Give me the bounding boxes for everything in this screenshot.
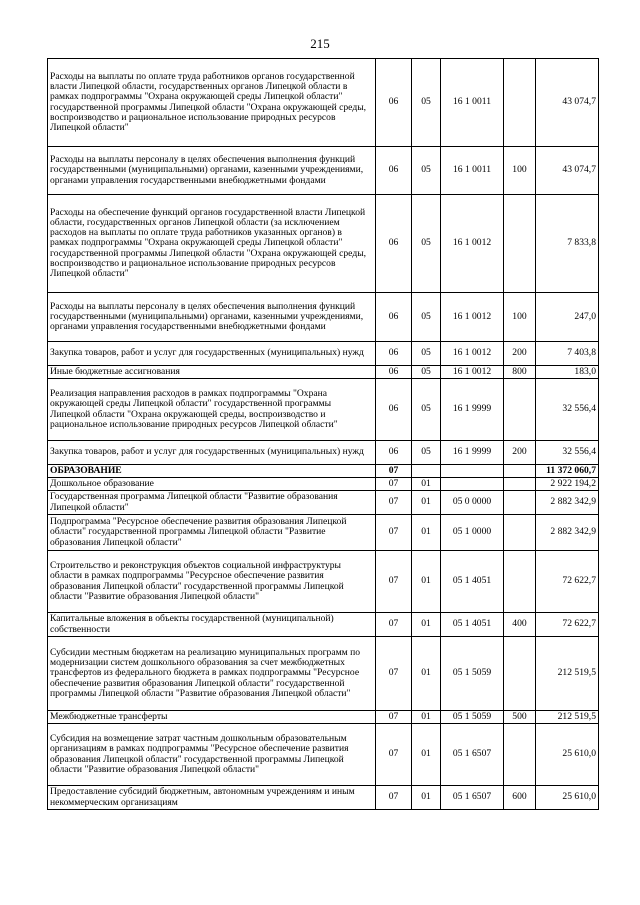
table-row	[48, 59, 599, 147]
table-row	[48, 147, 599, 195]
cell-amount: 2 882 342,9	[536, 515, 599, 551]
cell-expense-type: 600	[504, 786, 536, 810]
table-body	[48, 59, 599, 810]
cell-expense-type	[504, 379, 536, 441]
cell-name: Иные бюджетные ассигнования	[48, 366, 376, 379]
table-row	[48, 637, 599, 711]
cell-subsection: 05	[412, 366, 441, 379]
cell-amount: 43 074,7	[536, 59, 599, 147]
cell-subsection: 01	[412, 786, 441, 810]
cell-target-article: 05 1 5059	[441, 637, 504, 711]
cell-name: Дошкольное образование	[48, 478, 376, 491]
cell-target-article: 05 1 6507	[441, 724, 504, 786]
cell-expense-type	[504, 724, 536, 786]
cell-amount: 212 519,5	[536, 637, 599, 711]
cell-expense-type: 200	[504, 342, 536, 366]
cell-name: Закупка товаров, работ и услуг для государственных (муниципальных) нужд	[48, 342, 376, 366]
cell-amount: 32 556,4	[536, 441, 599, 465]
cell-expense-type: 100	[504, 147, 536, 195]
cell-amount: 7 833,8	[536, 195, 599, 293]
cell-amount: 72 622,7	[536, 551, 599, 613]
cell-expense-type: 500	[504, 711, 536, 724]
cell-name: ОБРАЗОВАНИЕ	[48, 465, 376, 478]
cell-subsection: 01	[412, 491, 441, 515]
table-row	[48, 724, 599, 786]
table-row	[48, 366, 599, 379]
cell-target-article	[441, 465, 504, 478]
cell-section: 07	[376, 613, 412, 637]
cell-target-article: 16 1 9999	[441, 379, 504, 441]
cell-section: 07	[376, 515, 412, 551]
cell-expense-type: 800	[504, 366, 536, 379]
cell-amount: 25 610,0	[536, 786, 599, 810]
cell-subsection: 01	[412, 637, 441, 711]
cell-expense-type	[504, 478, 536, 491]
cell-section: 06	[376, 379, 412, 441]
cell-target-article: 05 1 0000	[441, 515, 504, 551]
cell-target-article	[441, 478, 504, 491]
cell-subsection: 01	[412, 724, 441, 786]
cell-target-article: 16 1 0012	[441, 293, 504, 342]
cell-subsection: 01	[412, 613, 441, 637]
cell-expense-type	[504, 637, 536, 711]
cell-name: Капитальные вложения в объекты государственной (муниципальной) собственности	[48, 613, 376, 637]
cell-section: 07	[376, 786, 412, 810]
cell-amount: 183,0	[536, 366, 599, 379]
cell-section: 06	[376, 147, 412, 195]
page-number: 215	[310, 36, 330, 51]
cell-target-article: 05 1 4051	[441, 551, 504, 613]
cell-expense-type	[504, 551, 536, 613]
cell-subsection: 01	[412, 711, 441, 724]
cell-section: 06	[376, 59, 412, 147]
cell-target-article: 05 1 4051	[441, 613, 504, 637]
cell-subsection: 05	[412, 379, 441, 441]
cell-section: 06	[376, 293, 412, 342]
table-row	[48, 491, 599, 515]
cell-amount: 25 610,0	[536, 724, 599, 786]
table-row	[48, 551, 599, 613]
cell-name: Межбюджетные трансферты	[48, 711, 376, 724]
cell-name: Расходы на выплаты персоналу в целях обеспечения выполнения функций государственными (муниципальными) органами, казенными учреждениями, органами управления государственными внебюджетными фондами	[48, 147, 376, 195]
cell-target-article: 16 1 0012	[441, 342, 504, 366]
cell-name: Расходы на обеспечение функций органов государственной власти Липецкой области, государственных органов Липецкой области (за исключением расходов на выплаты по оплате труда работников указанных органов) в рамках подпрограммы "Охрана окружающей среды Липецкой области" государственной программы Липецкой области "Охрана окружающей среды, воспроизводство и рациональное использование природных ресурсов Липецкой области"	[48, 195, 376, 293]
cell-section: 06	[376, 342, 412, 366]
cell-section: 07	[376, 637, 412, 711]
cell-amount: 247,0	[536, 293, 599, 342]
cell-subsection: 01	[412, 551, 441, 613]
cell-subsection: 01	[412, 515, 441, 551]
cell-target-article: 16 1 9999	[441, 441, 504, 465]
cell-section: 07	[376, 551, 412, 613]
cell-expense-type	[504, 465, 536, 478]
cell-target-article: 05 1 5059	[441, 711, 504, 724]
cell-expense-type: 400	[504, 613, 536, 637]
table-row	[48, 465, 599, 478]
cell-name: Субсидии местным бюджетам на реализацию муниципальных программ по модернизации систем дошкольного образования за счет межбюджетных трансфертов из федерального бюджета в рамках подпрограммы "Ресурсное обеспечение развития образования Липецкой области" государственной программы Липецкой области "Развитие образования Липецкой области"	[48, 637, 376, 711]
table-row	[48, 293, 599, 342]
cell-name: Расходы на выплаты по оплате труда работников органов государственной власти Липецкой области, государственных органов Липецкой области в рамках подпрограммы "Охрана окружающей среды Липецкой области" государственной программы Липецкой области "Охрана окружающей среды, воспроизводство и рациональное использование природных ресурсов Липецкой области"	[48, 59, 376, 147]
table-row	[48, 786, 599, 810]
cell-subsection: 05	[412, 147, 441, 195]
cell-target-article: 05 0 0000	[441, 491, 504, 515]
cell-section: 07	[376, 724, 412, 786]
table-row	[48, 515, 599, 551]
cell-amount: 72 622,7	[536, 613, 599, 637]
cell-expense-type	[504, 491, 536, 515]
cell-name: Расходы на выплаты персоналу в целях обеспечения выполнения функций государственными (муниципальными) органами, казенными учреждениями, органами управления государственными внебюджетными фондами	[48, 293, 376, 342]
cell-name: Строительство и реконструкция объектов социальной инфраструктуры области в рамках подпрограммы "Ресурсное обеспечение развития образования Липецкой области" государственной программы Липецкой области "Развитие образования Липецкой области"	[48, 551, 376, 613]
table-row	[48, 441, 599, 465]
cell-section: 07	[376, 711, 412, 724]
cell-name: Предоставление субсидий бюджетным, автономным учреждениям и иным некоммерческим организациям	[48, 786, 376, 810]
cell-expense-type	[504, 515, 536, 551]
cell-amount: 2 922 194,2	[536, 478, 599, 491]
cell-subsection	[412, 465, 441, 478]
cell-section: 07	[376, 491, 412, 515]
cell-name: Государственная программа Липецкой области "Развитие образования Липецкой области"	[48, 491, 376, 515]
cell-amount: 11 372 060,7	[536, 465, 599, 478]
table-row	[48, 613, 599, 637]
cell-section: 06	[376, 195, 412, 293]
cell-amount: 32 556,4	[536, 379, 599, 441]
budget-table	[47, 58, 599, 810]
table-row	[48, 478, 599, 491]
cell-target-article: 16 1 0011	[441, 147, 504, 195]
cell-amount: 2 882 342,9	[536, 491, 599, 515]
cell-subsection: 01	[412, 478, 441, 491]
cell-subsection: 05	[412, 59, 441, 147]
cell-subsection: 05	[412, 195, 441, 293]
cell-subsection: 05	[412, 441, 441, 465]
cell-amount: 7 403,8	[536, 342, 599, 366]
cell-amount: 212 519,5	[536, 711, 599, 724]
cell-amount: 43 074,7	[536, 147, 599, 195]
cell-subsection: 05	[412, 342, 441, 366]
cell-target-article: 16 1 0011	[441, 59, 504, 147]
cell-name: Реализация направления расходов в рамках подпрограммы "Охрана окружающей среды Липецкой области" государственной программы Липецкой области "Охрана окружающей среды, воспроизводство и рациональное использование природных ресурсов Липецкой области"	[48, 379, 376, 441]
cell-target-article: 16 1 0012	[441, 366, 504, 379]
table-row	[48, 379, 599, 441]
table-row	[48, 711, 599, 724]
cell-section: 07	[376, 465, 412, 478]
cell-target-article: 05 1 6507	[441, 786, 504, 810]
cell-expense-type: 200	[504, 441, 536, 465]
cell-expense-type	[504, 195, 536, 293]
cell-section: 06	[376, 441, 412, 465]
cell-subsection: 05	[412, 293, 441, 342]
cell-target-article: 16 1 0012	[441, 195, 504, 293]
cell-section: 06	[376, 366, 412, 379]
cell-name: Подпрограмма "Ресурсное обеспечение развития образования Липецкой области" государственной программы Липецкой области "Развитие образования Липецкой области"	[48, 515, 376, 551]
cell-expense-type: 100	[504, 293, 536, 342]
cell-name: Субсидия на возмещение затрат частным дошкольным образовательным организациям в рамках подпрограммы "Ресурсное обеспечение развития образования Липецкой области" государственной программы Липецкой области "Развитие образования Липецкой области"	[48, 724, 376, 786]
cell-section: 07	[376, 478, 412, 491]
table-row	[48, 195, 599, 293]
cell-expense-type	[504, 59, 536, 147]
table-row	[48, 342, 599, 366]
cell-name: Закупка товаров, работ и услуг для государственных (муниципальных) нужд	[48, 441, 376, 465]
